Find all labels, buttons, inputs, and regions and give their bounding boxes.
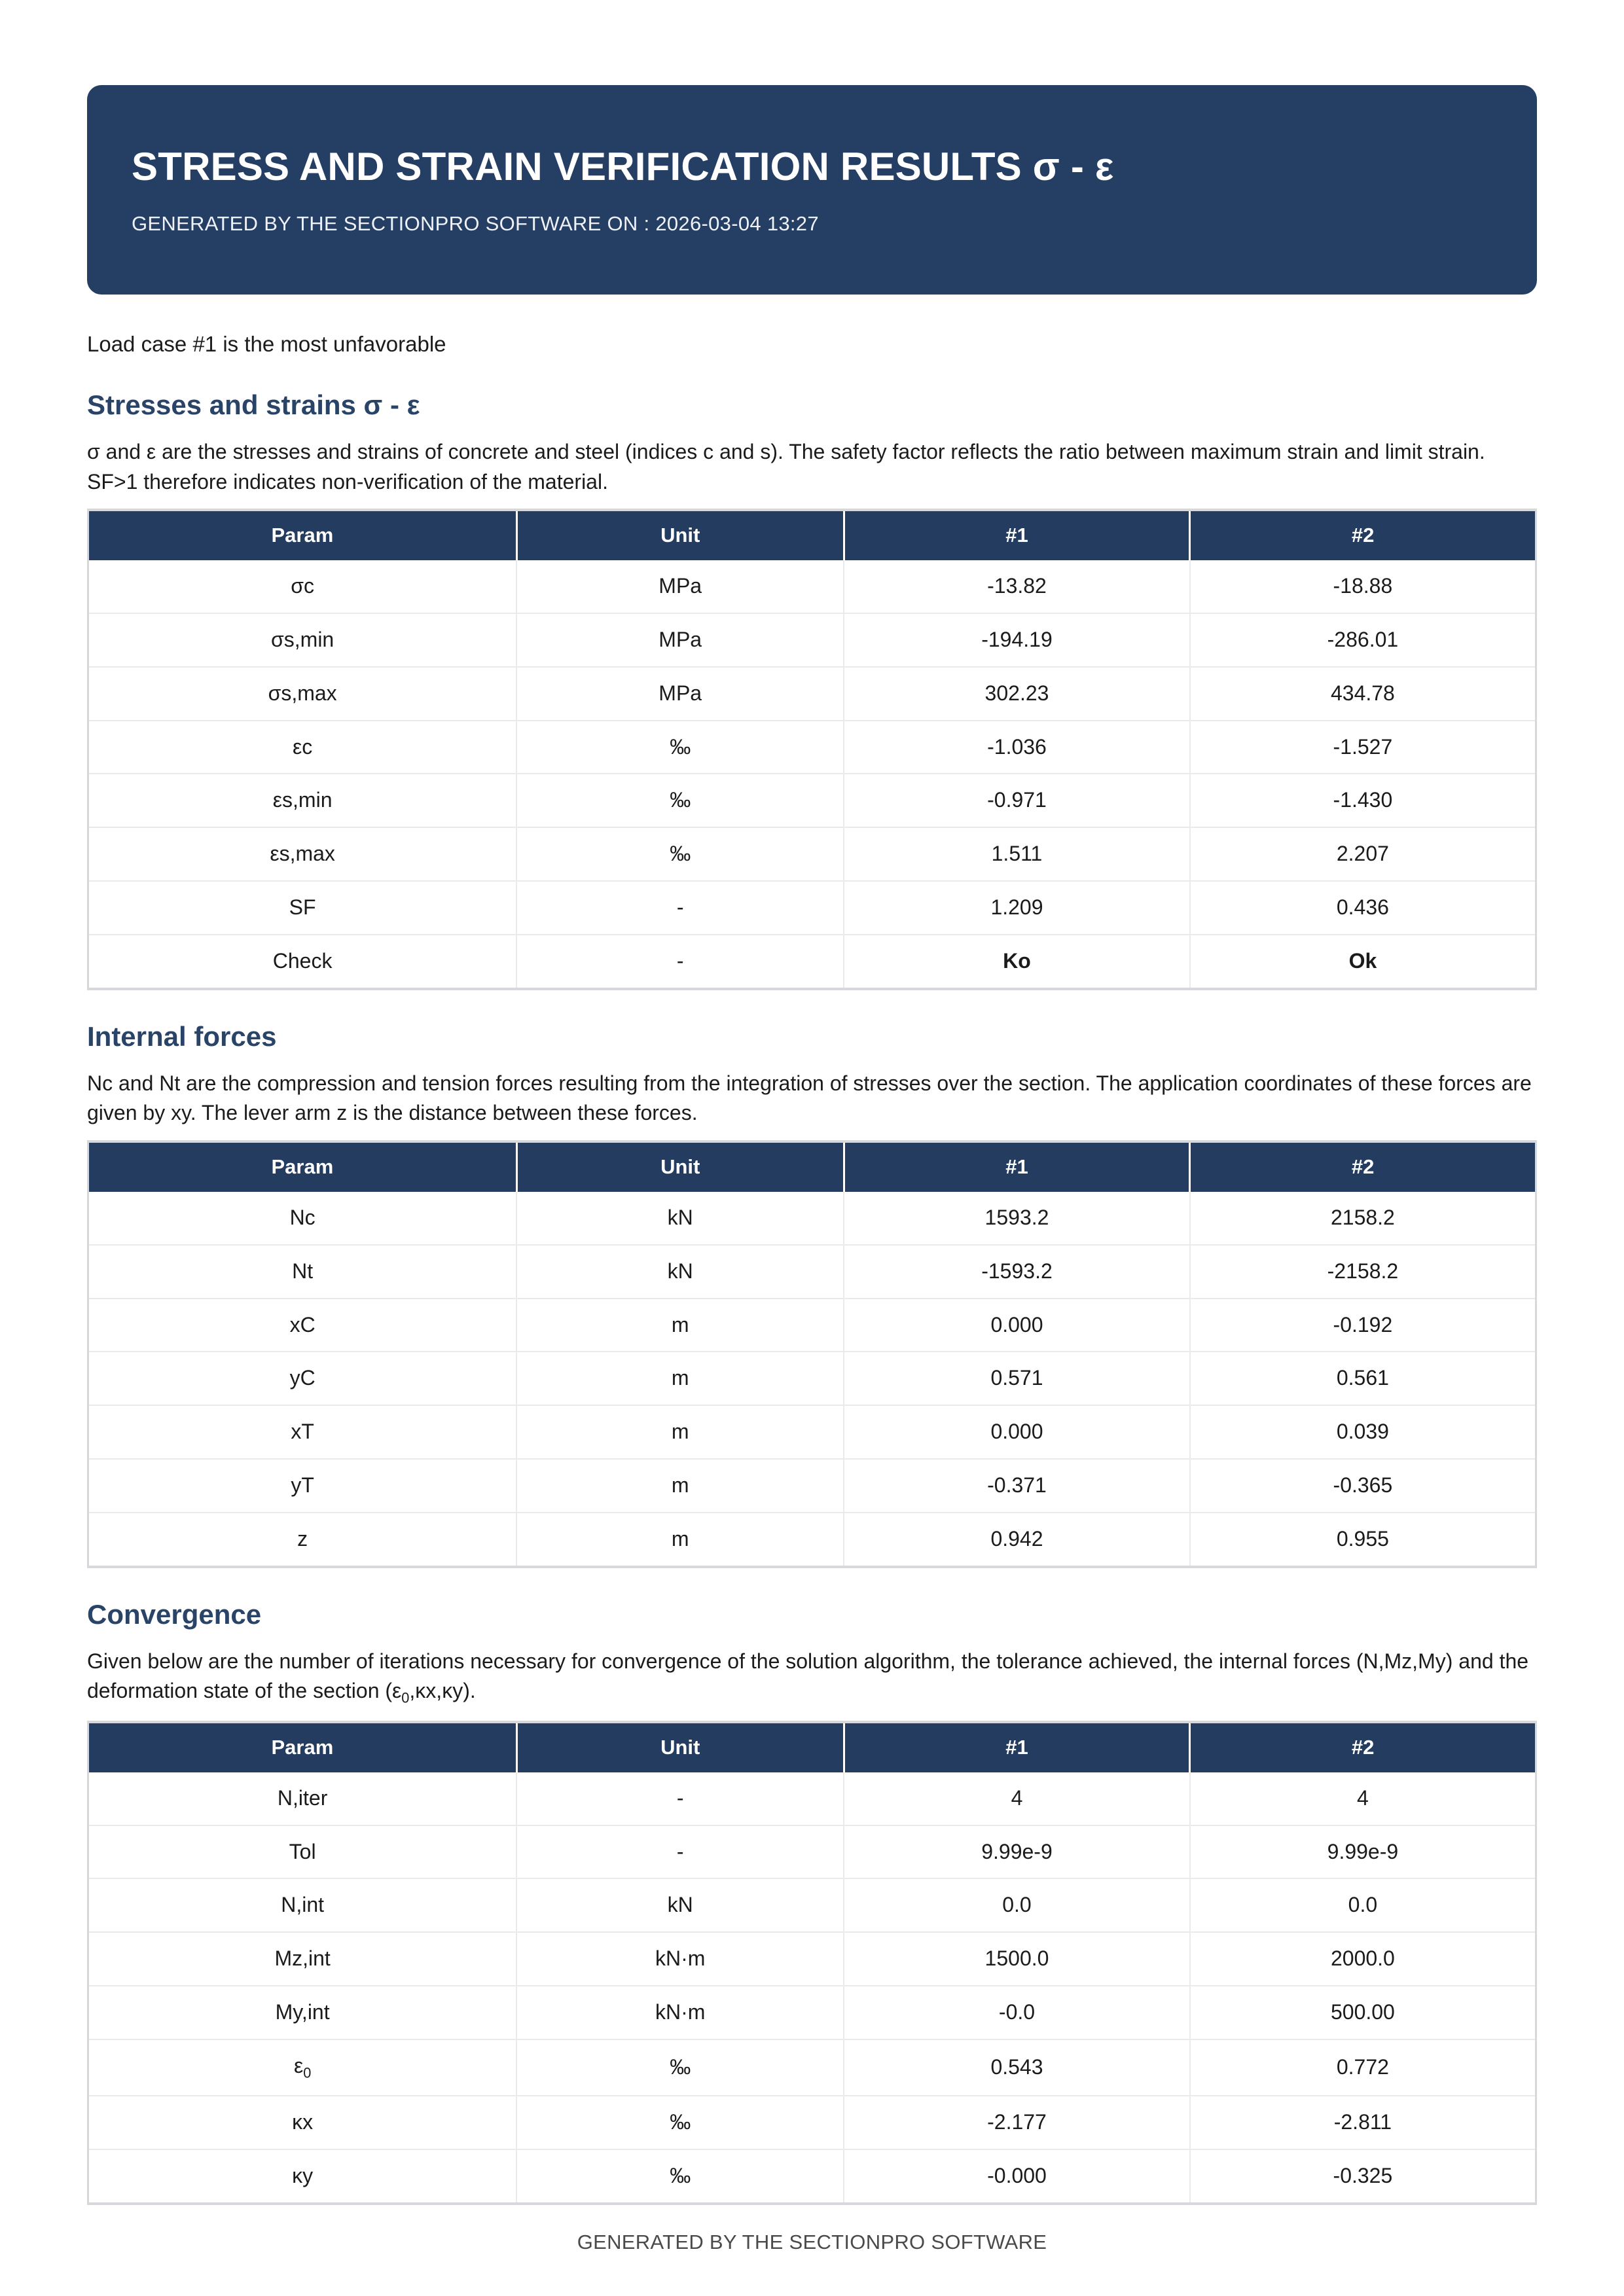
table-row <box>88 1772 1536 1825</box>
cell-case-1: Ko <box>844 935 1190 989</box>
table-row <box>88 560 1536 613</box>
cell-param: $\varepsilon_0$ <box>88 2039 517 2096</box>
section-description: Nc and Nt are the compression and tension forces resulting from the integration of stresses over the section. The application coordinates of these forces are given by xy. The lever arm z is the distance between these forces. <box>87 1071 1532 1125</box>
column-header-case-2: #2 <box>1190 1722 1536 1772</box>
cell-param: SF <box>88 881 517 935</box>
cell-param: Tol <box>88 1825 517 1879</box>
cell-case-1: -194.19 <box>844 613 1190 667</box>
cell-unit: kN <box>516 1192 844 1245</box>
cell-unit: - <box>516 1825 844 1879</box>
cell-case-1: -1593.2 <box>844 1245 1190 1299</box>
column-header-case-1: #1 <box>844 510 1190 560</box>
column-header-case-2: #2 <box>1190 510 1536 560</box>
cell-case-2: -1.527 <box>1190 721 1536 774</box>
cell-case-1: 9.99e-9 <box>844 1825 1190 1879</box>
cell-param: Check <box>88 935 517 989</box>
column-header-case-1: #1 <box>844 1722 1190 1772</box>
cell-param: N,iter <box>88 1772 517 1825</box>
cell-case-2: 0.772 <box>1190 2039 1536 2096</box>
cell-unit: kN <box>516 1878 844 1932</box>
table-row <box>88 1459 1536 1513</box>
column-header-unit: Unit <box>516 1141 844 1192</box>
cell-param: My,int <box>88 1986 517 2039</box>
cell-case-1: -0.971 <box>844 774 1190 827</box>
table-row <box>88 2149 1536 2204</box>
cell-param: κy <box>88 2149 517 2204</box>
section-convergence <box>87 1598 1537 2205</box>
report-banner <box>87 85 1537 295</box>
cell-param: εs,max <box>88 827 517 881</box>
cell-case-1: -1.036 <box>844 721 1190 774</box>
cell-case-1: 4 <box>844 1772 1190 1825</box>
report-content <box>87 295 1537 2206</box>
table-header-row <box>88 1722 1536 1772</box>
cell-case-1: -0.371 <box>844 1459 1190 1513</box>
cell-param: Nt <box>88 1245 517 1299</box>
convergence-table <box>87 1721 1537 2205</box>
cell-case-1: 0.942 <box>844 1513 1190 1567</box>
cell-unit: m <box>516 1405 844 1459</box>
cell-case-2: -1.430 <box>1190 774 1536 827</box>
cell-unit: ‰ <box>516 2039 844 2096</box>
section-title: Stresses and strains σ - ε <box>87 389 420 420</box>
cell-case-1: 1593.2 <box>844 1192 1190 1245</box>
cell-param: εc <box>88 721 517 774</box>
section-stresses-and-strains <box>87 389 1537 990</box>
cell-unit: - <box>516 1772 844 1825</box>
cell-case-1: -2.177 <box>844 2096 1190 2149</box>
cell-case-2: 4 <box>1190 1772 1536 1825</box>
table-row <box>88 881 1536 935</box>
cell-unit: ‰ <box>516 774 844 827</box>
cell-case-1: 0.000 <box>844 1405 1190 1459</box>
section-title: Convergence <box>87 1598 262 1630</box>
table-row <box>88 667 1536 721</box>
column-header-unit: Unit <box>516 510 844 560</box>
page-footer: GENERATED BY THE SECTIONPRO SOFTWARE <box>577 2231 1047 2253</box>
cell-unit: m <box>516 1459 844 1513</box>
table-row <box>88 1192 1536 1245</box>
column-header-case-1: #1 <box>844 1141 1190 1192</box>
cell-case-1: 0.000 <box>844 1299 1190 1352</box>
table-body <box>88 560 1536 988</box>
table-row <box>88 935 1536 989</box>
cell-case-1: 0.0 <box>844 1878 1190 1932</box>
cell-param: σc <box>88 560 517 613</box>
cell-unit: - <box>516 935 844 989</box>
column-header-param: Param <box>88 510 517 560</box>
cell-case-2: -0.365 <box>1190 1459 1536 1513</box>
cell-case-2: Ok <box>1348 948 1377 973</box>
page-title: STRESS AND STRAIN VERIFICATION RESULTS σ - ε <box>132 144 1114 188</box>
table-row <box>88 1986 1536 2039</box>
cell-param: z <box>88 1513 517 1567</box>
cell-case-2: 0.955 <box>1336 1526 1389 1551</box>
column-header-param: Param <box>88 1722 517 1772</box>
cell-case-2: -2.811 <box>1190 2096 1536 2149</box>
cell-case-2: 2158.2 <box>1190 1192 1536 1245</box>
cell-param: yC <box>88 1352 517 1405</box>
table-header-row <box>88 1141 1536 1192</box>
cell-unit: ‰ <box>516 2149 844 2204</box>
cell-param: Nc <box>88 1192 517 1245</box>
cell-unit: ‰ <box>516 721 844 774</box>
table-row <box>88 613 1536 667</box>
cell-param: κx <box>88 2096 517 2149</box>
column-header-case-2: #2 <box>1190 1141 1536 1192</box>
cell-unit: ‰ <box>516 827 844 881</box>
table-row <box>88 1405 1536 1459</box>
stresses-and-strains-table <box>87 509 1537 990</box>
cell-case-2: 0.039 <box>1190 1405 1536 1459</box>
cell-param: εs,min <box>88 774 517 827</box>
cell-unit: ‰ <box>516 2096 844 2149</box>
cell-case-2: 2.207 <box>1190 827 1536 881</box>
cell-case-2: -2158.2 <box>1190 1245 1536 1299</box>
section-title: Internal forces <box>87 1020 277 1052</box>
cell-unit: MPa <box>516 667 844 721</box>
column-header-param: Param <box>88 1141 517 1192</box>
cell-param: σs,max <box>88 667 517 721</box>
cell-case-1: 302.23 <box>844 667 1190 721</box>
cell-param: N,int <box>88 1878 517 1932</box>
cell-case-2: 434.78 <box>1190 667 1536 721</box>
table-row <box>88 2096 1536 2149</box>
cell-unit: kN <box>516 1245 844 1299</box>
cell-param: xT <box>88 1405 517 1459</box>
table-row <box>88 1825 1536 1879</box>
cell-case-2: 0.0 <box>1190 1878 1536 1932</box>
table-row <box>88 1878 1536 1932</box>
cell-case-1: 1500.0 <box>844 1932 1190 1986</box>
cell-case-2: 0.561 <box>1190 1352 1536 1405</box>
cell-case-1: 1.511 <box>844 827 1190 881</box>
cell-unit: MPa <box>516 560 844 613</box>
table-row <box>88 774 1536 827</box>
cell-param: σs,min <box>88 613 517 667</box>
column-header-unit: Unit <box>516 1722 844 1772</box>
cell-case-2: -0.325 <box>1333 2163 1393 2187</box>
cell-case-1: 1.209 <box>844 881 1190 935</box>
cell-case-2: -286.01 <box>1190 613 1536 667</box>
intro-text: Load case #1 is the most unfavorable <box>87 332 446 356</box>
table-row <box>88 827 1536 881</box>
internal-forces-table <box>87 1140 1537 1568</box>
table-row <box>88 721 1536 774</box>
cell-unit: kN·m <box>516 1932 844 1986</box>
cell-param: xC <box>88 1299 517 1352</box>
generation-timestamp: GENERATED BY THE SECTIONPRO SOFTWARE ON : 2026-03-04 13:27 <box>132 211 819 235</box>
cell-case-2: 9.99e-9 <box>1190 1825 1536 1879</box>
cell-param: yT <box>88 1459 517 1513</box>
cell-case-1: -0.000 <box>844 2149 1190 2204</box>
cell-unit: m <box>516 1299 844 1352</box>
section-description: σ and ε are the stresses and strains of concrete and steel (indices c and s). The safety factor reflects the ratio between maximum strain and limit strain. SF>1 therefore indicates non-verification of the material. <box>87 440 1485 493</box>
table-row <box>88 1513 1536 1567</box>
cell-case-1: -13.82 <box>844 560 1190 613</box>
cell-case-2: 500.00 <box>1190 1986 1536 2039</box>
table-body <box>88 1192 1536 1567</box>
table-row <box>88 1245 1536 1299</box>
cell-case-1: -0.0 <box>844 1986 1190 2039</box>
table-row <box>88 1932 1536 1986</box>
section-internal-forces <box>87 1020 1537 1568</box>
section-description: Given below are the number of iterations necessary for convergence of the solution algorithm, the tolerance achieved, the internal forces (N,Mz,My) and the deformation state of the section $(\varepsilon_0,\kappa x,\kappa y)$. <box>87 1649 1529 1706</box>
cell-unit: m <box>516 1513 844 1567</box>
table-body <box>88 1772 1536 2204</box>
cell-param: Mz,int <box>88 1932 517 1986</box>
cell-case-1: 0.571 <box>844 1352 1190 1405</box>
table-header-row <box>88 510 1536 560</box>
cell-case-2: 0.436 <box>1190 881 1536 935</box>
table-row <box>88 1352 1536 1405</box>
cell-unit: - <box>516 881 844 935</box>
cell-unit: MPa <box>516 613 844 667</box>
cell-unit: m <box>516 1352 844 1405</box>
cell-case-2: -0.192 <box>1190 1299 1536 1352</box>
cell-case-1: 0.543 <box>844 2039 1190 2096</box>
cell-case-2: -18.88 <box>1190 560 1536 613</box>
cell-case-2: 2000.0 <box>1190 1932 1536 1986</box>
table-row <box>88 1299 1536 1352</box>
cell-unit: kN·m <box>516 1986 844 2039</box>
table-row <box>88 2039 1536 2096</box>
